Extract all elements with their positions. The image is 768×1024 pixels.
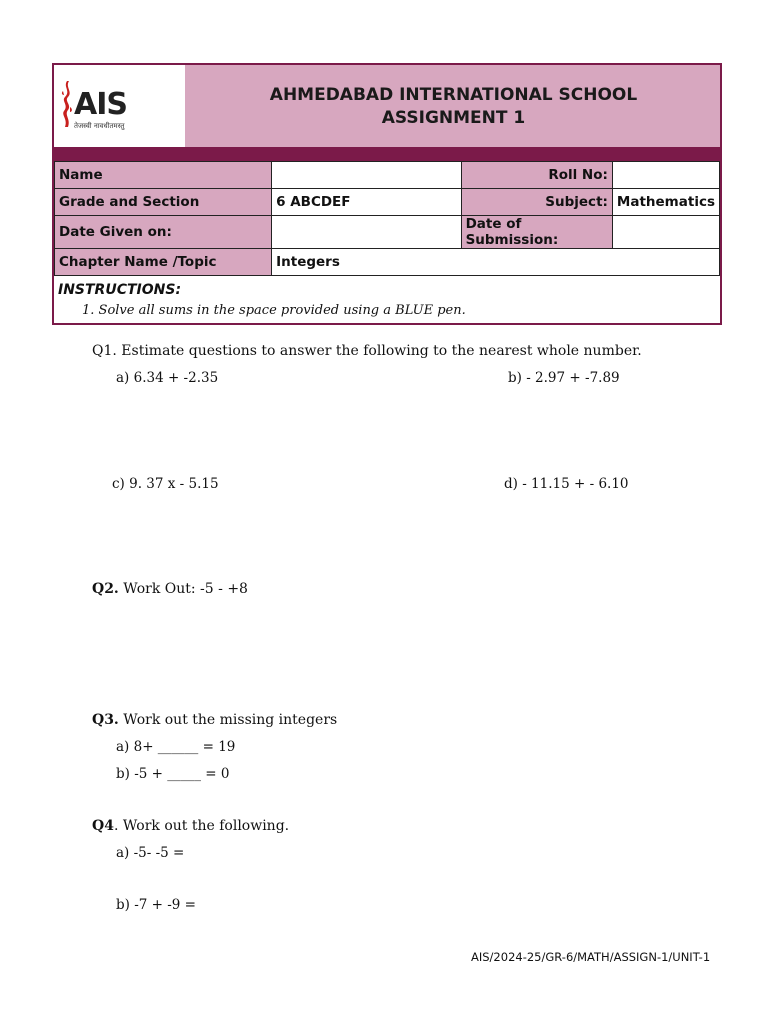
flame-logo-icon xyxy=(60,79,74,129)
document-code: AIS/2024-25/GR-6/MATH/ASSIGN-1/UNIT-1 xyxy=(471,950,711,964)
q1-part-c: c) 9. 37 x - 5.15 xyxy=(112,476,219,492)
q3-text: Work out the missing integers xyxy=(118,712,338,728)
q1-part-a: a) 6.34 + -2.35 xyxy=(116,370,219,386)
instructions xyxy=(54,276,720,324)
assignment-title: ASSIGNMENT 1 xyxy=(381,108,526,128)
roll-label: Roll No: xyxy=(461,162,612,189)
logo-tagline: तेजस्वी नावधीतमस्तु xyxy=(74,122,125,130)
question-3 xyxy=(92,712,337,728)
chapter-value: Integers xyxy=(272,249,720,276)
date-given-label: Date Given on: xyxy=(55,216,272,249)
date-given-field[interactable] xyxy=(272,216,461,249)
school-name: AHMEDABAD INTERNATIONAL SCHOOL xyxy=(269,85,638,105)
q2-number: Q2. xyxy=(92,581,119,597)
subject-value: Mathematics xyxy=(612,189,719,216)
assignment-header xyxy=(52,63,722,325)
q1-part-d: d) - 11.15 + - 6.10 xyxy=(504,476,629,492)
grade-value: 6 ABCDEF xyxy=(272,189,461,216)
q4-part-a: a) -5- -5 = xyxy=(116,845,185,861)
q4-part-b: b) -7 + -9 = xyxy=(116,897,196,913)
table-row xyxy=(55,249,720,276)
roll-field[interactable] xyxy=(612,162,719,189)
submission-field[interactable] xyxy=(612,216,719,249)
instruction-item: 1. Solve all sums in the space provided using a BLUE pen. xyxy=(82,303,466,318)
question-1: Q1. Estimate questions to answer the following to the nearest whole number. xyxy=(92,343,642,359)
q3-part-a: a) 8+ ______ = 19 xyxy=(116,739,236,755)
instructions-title: INSTRUCTIONS: xyxy=(58,282,182,298)
q3-number: Q3. xyxy=(92,712,119,728)
logo-text: AIS xyxy=(74,87,127,122)
question-2 xyxy=(92,581,248,597)
title-band xyxy=(187,65,720,147)
table-row xyxy=(55,162,720,189)
q2-text: Work Out: -5 - +8 xyxy=(118,581,248,597)
student-info-table xyxy=(54,161,720,276)
q4-number: Q4 xyxy=(92,818,114,834)
grade-label: Grade and Section xyxy=(55,189,272,216)
table-row xyxy=(55,216,720,249)
subject-label: Subject: xyxy=(461,189,612,216)
question-4 xyxy=(92,818,289,834)
submission-label: Date of Submission: xyxy=(461,216,612,249)
header-divider xyxy=(54,147,720,161)
school-logo xyxy=(54,65,187,147)
q1-part-b: b) - 2.97 + -7.89 xyxy=(508,370,620,386)
name-field[interactable] xyxy=(272,162,461,189)
q4-text: . Work out the following. xyxy=(113,818,290,834)
chapter-label: Chapter Name /Topic xyxy=(55,249,272,276)
table-row xyxy=(55,189,720,216)
q3-part-b: b) -5 + _____ = 0 xyxy=(116,766,230,782)
name-label: Name xyxy=(55,162,272,189)
